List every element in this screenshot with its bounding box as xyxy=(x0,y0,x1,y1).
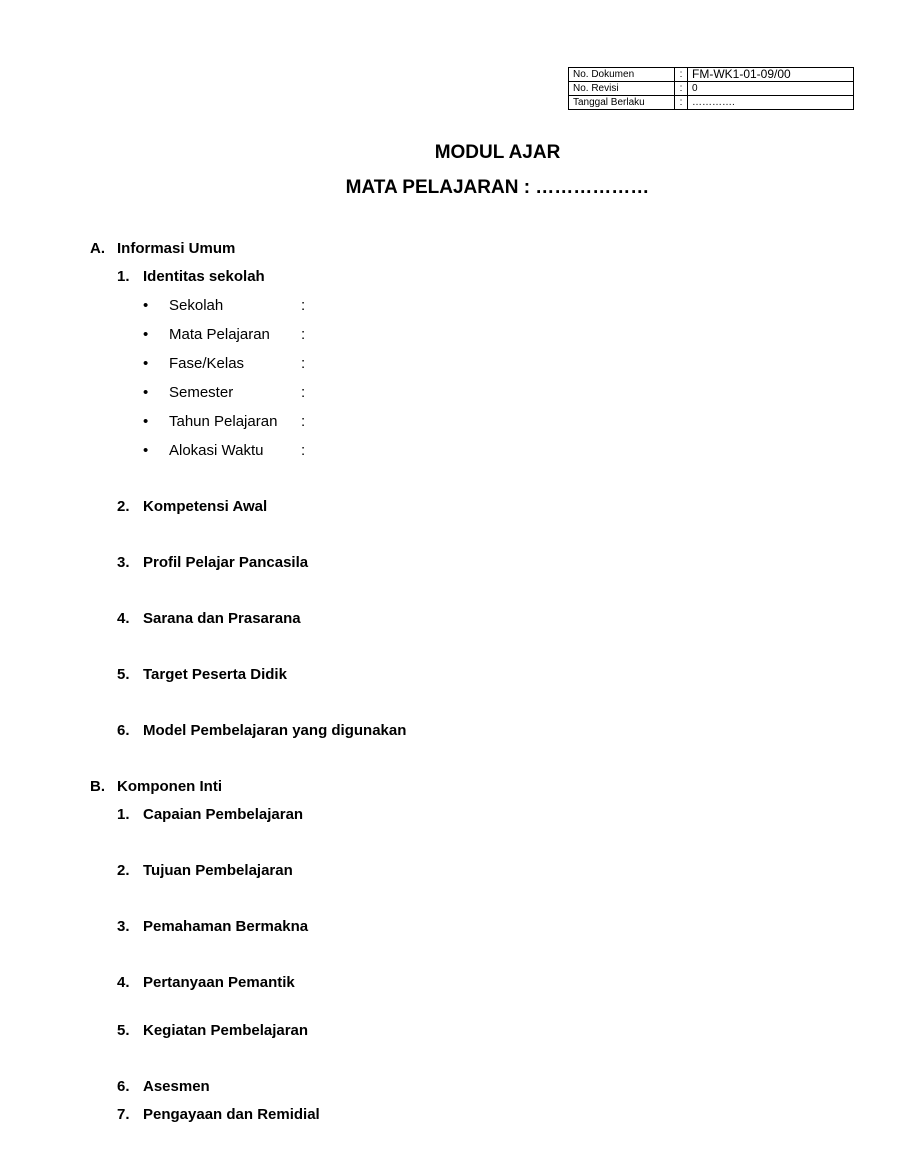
doc-info-row xyxy=(569,96,854,110)
item-title: Kegiatan Pembelajaran xyxy=(143,1022,309,1039)
section-a-item xyxy=(117,498,267,515)
doc-info-label: No. Revisi xyxy=(569,82,675,96)
section-a-item xyxy=(117,554,308,571)
item-number: 3. xyxy=(117,918,130,935)
field-colon: : xyxy=(301,297,306,314)
field-colon: : xyxy=(301,384,306,401)
section-b-item xyxy=(117,806,303,823)
section-a-item xyxy=(117,268,265,285)
field-label: Fase/Kelas xyxy=(169,355,245,372)
section-letter: A. xyxy=(90,240,105,257)
field-label: Mata Pelajaran xyxy=(169,326,270,343)
item-number: 2. xyxy=(117,862,130,879)
identity-field xyxy=(143,413,305,430)
item-title: Asesmen xyxy=(143,1078,210,1095)
field-label: Tahun Pelajaran xyxy=(169,413,278,430)
section-letter: B. xyxy=(90,778,105,795)
doc-info-value: …………. xyxy=(688,96,854,110)
bullet-icon: • xyxy=(143,297,149,314)
item-title: Capaian Pembelajaran xyxy=(143,806,304,823)
doc-info-separator: : xyxy=(675,82,688,96)
item-title: Identitas sekolah xyxy=(143,268,265,285)
item-number: 4. xyxy=(117,610,130,627)
item-title: Pengayaan dan Remidial xyxy=(143,1106,320,1123)
field-colon: : xyxy=(301,413,306,430)
section-title: Informasi Umum xyxy=(117,240,236,257)
bullet-icon: • xyxy=(143,442,149,459)
item-number: 7. xyxy=(117,1106,130,1123)
section-title: Komponen Inti xyxy=(117,778,222,795)
section-b-item xyxy=(117,1106,320,1123)
field-label: Sekolah xyxy=(169,297,224,314)
identity-field xyxy=(143,355,305,372)
item-title: Target Peserta Didik xyxy=(143,666,287,683)
document-title: MODUL AJAR xyxy=(434,142,561,163)
doc-info-row xyxy=(569,68,854,82)
section-b-item xyxy=(117,1022,308,1039)
doc-info-label: Tanggal Berlaku xyxy=(569,96,675,110)
identity-field xyxy=(143,442,305,459)
section-a-item xyxy=(117,722,406,739)
item-number: 6. xyxy=(117,722,130,739)
item-number: 5. xyxy=(117,666,130,683)
doc-info-label: No. Dokumen xyxy=(569,68,675,82)
item-title: Model Pembelajaran yang digunakan xyxy=(143,722,407,739)
item-number: 4. xyxy=(117,974,130,991)
item-number: 6. xyxy=(117,1078,130,1095)
section-b-item xyxy=(117,862,293,879)
doc-info-value: FM-WK1-01-09/00 xyxy=(688,68,854,82)
section-a-heading xyxy=(90,240,235,257)
doc-info-separator: : xyxy=(675,96,688,110)
bullet-icon: • xyxy=(143,413,149,430)
bullet-icon: • xyxy=(143,384,149,401)
item-title: Profil Pelajar Pancasila xyxy=(143,554,309,571)
item-number: 2. xyxy=(117,498,130,515)
identity-field xyxy=(143,384,305,401)
field-colon: : xyxy=(301,442,306,459)
doc-info-row xyxy=(569,82,854,96)
item-title: Kompetensi Awal xyxy=(143,498,268,515)
identity-field xyxy=(143,297,305,314)
section-b-item xyxy=(117,918,308,935)
bullet-icon: • xyxy=(143,326,149,343)
item-number: 3. xyxy=(117,554,130,571)
item-title: Sarana dan Prasarana xyxy=(143,610,301,627)
field-colon: : xyxy=(301,326,306,343)
section-a-item xyxy=(117,610,301,627)
item-title: Pemahaman Bermakna xyxy=(143,918,309,935)
section-b-heading xyxy=(90,778,222,795)
doc-info-value: 0 xyxy=(688,82,854,96)
identity-field xyxy=(143,326,305,343)
section-b-item xyxy=(117,974,295,991)
bullet-icon: • xyxy=(143,355,149,372)
item-number: 1. xyxy=(117,268,130,285)
doc-info-separator: : xyxy=(675,68,688,82)
section-b-item xyxy=(117,1078,210,1095)
document-subtitle: MATA PELAJARAN : ……………… xyxy=(345,177,650,198)
item-title: Pertanyaan Pemantik xyxy=(143,974,295,991)
field-label: Alokasi Waktu xyxy=(169,442,264,459)
field-colon: : xyxy=(301,355,306,372)
field-label: Semester xyxy=(169,384,234,401)
section-a-item xyxy=(117,666,287,683)
item-number: 1. xyxy=(117,806,130,823)
document-info-table xyxy=(568,67,854,110)
item-title: Tujuan Pembelajaran xyxy=(143,862,293,879)
item-number: 5. xyxy=(117,1022,130,1039)
